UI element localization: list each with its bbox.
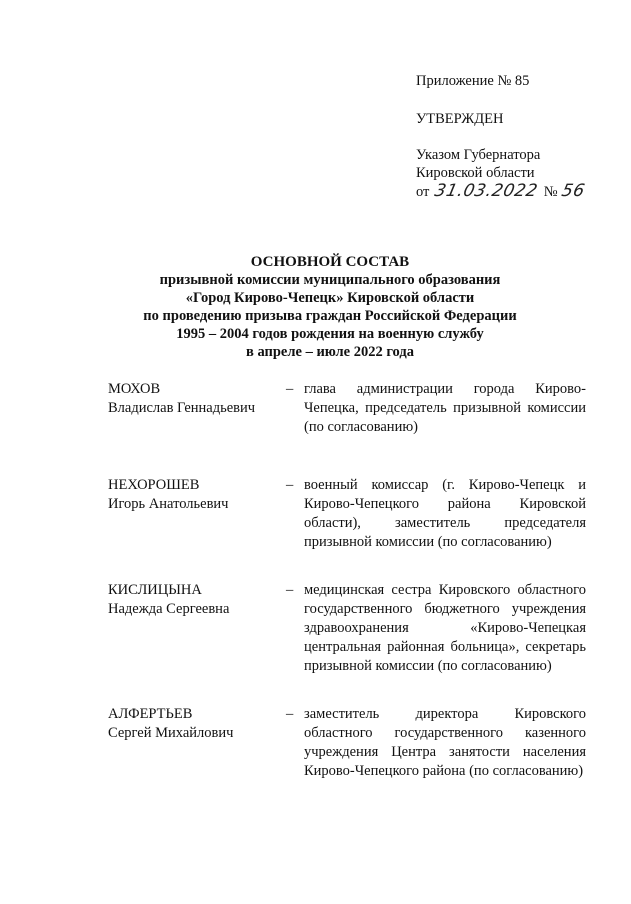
handwritten-date: 31.03.2022 <box>433 181 540 201</box>
member-surname: МОХОВ <box>108 381 161 397</box>
heading-title: ОСНОВНОЙ СОСТАВ <box>250 254 410 270</box>
member-dash: – <box>286 381 294 397</box>
member-surname: АЛФЕРТЬЕВ <box>108 706 193 722</box>
members-list <box>108 380 586 781</box>
heading-line-3: по проведению призыва граждан Российской Федерации <box>143 308 517 324</box>
member-role: медицинская сестра Кировского областного государственного бюджетного учреждения здравоохранения «Кирово-Чепецкая центральная районная больница», секретарь призывной комиссии (по согласованию) <box>304 582 586 674</box>
approved-label: УТВЕРЖДЕН <box>416 111 504 127</box>
from-label: от <box>416 184 430 200</box>
member-entry <box>108 705 586 781</box>
decree-date-line <box>416 182 616 201</box>
member-name: Владислав Геннадьевич <box>108 400 256 416</box>
member-role: заместитель директора Кировского областного государственного казенного учреждения Центра занятости населения Кирово-Чепецкого района (по согласованию) <box>304 706 586 779</box>
member-entry <box>108 581 586 676</box>
member-name: Сергей Михайлович <box>108 725 234 741</box>
member-role: глава администрации города Кирово-Чепецка, председатель призывной комиссии (по согласованию) <box>304 381 586 435</box>
member-dash: – <box>286 477 294 493</box>
number-label: № <box>543 184 558 200</box>
member-name: Надежда Сергеевна <box>108 601 230 617</box>
member-person <box>108 476 286 552</box>
approval-block <box>416 72 616 201</box>
handwritten-number: 56 <box>559 181 587 201</box>
decree-line-1: Указом Губернатора <box>416 147 541 163</box>
member-person <box>108 581 286 676</box>
member-dash: – <box>286 706 294 722</box>
document-heading <box>60 253 600 361</box>
member-person <box>108 705 286 781</box>
member-name: Игорь Анатольевич <box>108 496 229 512</box>
heading-line-4: 1995 – 2004 годов рождения на военную службу <box>176 326 484 342</box>
member-dash: – <box>286 582 294 598</box>
member-surname: НЕХОРОШЕВ <box>108 477 200 493</box>
member-role: военный комиссар (г. Кирово-Чепецк и Кирово-Чепецкого района Кировской области), заместитель председателя призывной комиссии (по согласованию) <box>304 477 586 550</box>
decree-line-2: Кировской области <box>416 165 535 181</box>
member-person <box>108 380 286 437</box>
appendix-number: Приложение № 85 <box>416 73 530 89</box>
heading-line-5: в апреле – июле 2022 года <box>246 344 414 360</box>
member-entry <box>108 380 586 437</box>
heading-line-1: призывной комиссии муниципального образования <box>159 272 501 288</box>
heading-line-2: «Город Кирово-Чепецк» Кировской области <box>185 290 475 306</box>
member-entry <box>108 476 586 552</box>
member-surname: КИСЛИЦЫНА <box>108 582 202 598</box>
